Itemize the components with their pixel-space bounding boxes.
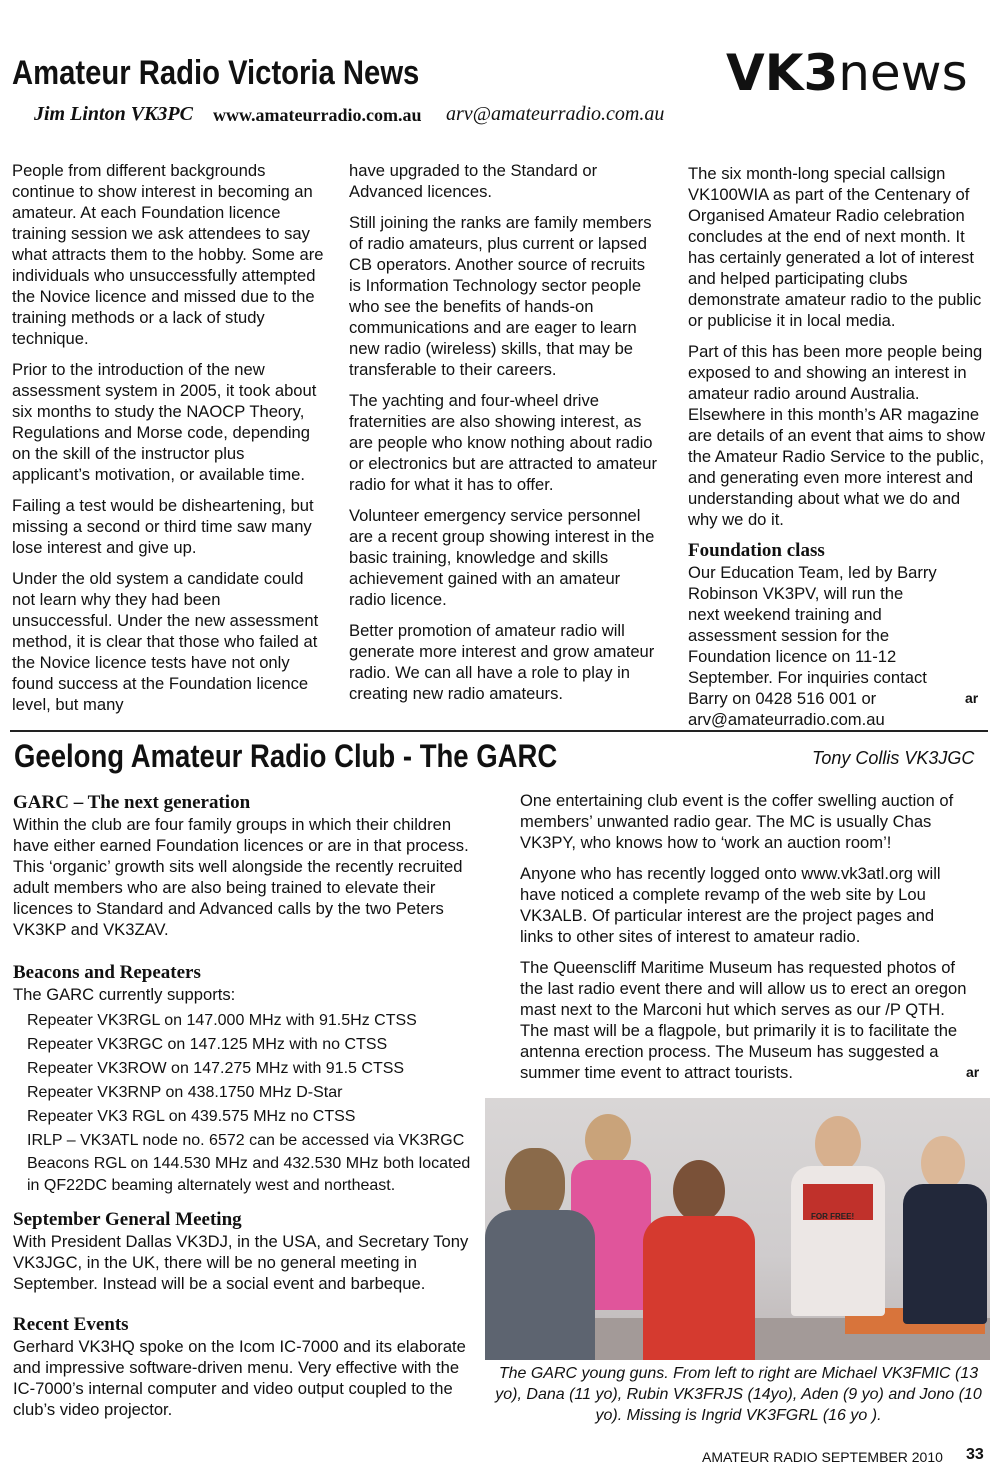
repeater-item: Beacons RGL on 144.530 MHz and 432.530 MHz both located in QF22DC beaming alternately west and northeast. — [27, 1155, 471, 1194]
repeater-item: Repeater VK3RNP on 438.1750 MHz D-Star — [27, 1084, 343, 1101]
article2-left-column — [13, 792, 485, 1430]
repeater-item: IRLP – VK3ATL node no. 6572 can be accessed via VK3RGC — [27, 1132, 465, 1149]
end-mark: ar — [965, 690, 979, 706]
photo-caption: The GARC young guns. From left to right are Michael VK3FMIC (13 yo), Dana (11 yo), Rubin VK3FRJS (14yo), Aden (9 yo) and Jono (10 yo). Missing is Ingrid VK3FGRL (16 yo ). — [495, 1365, 982, 1424]
paragraph: Volunteer emergency service personnel are a recent group showing interest in the basic training, knowledge and skills achievement gained with an amateur radio licence. — [349, 506, 655, 609]
repeater-item: Repeater VK3RGC on 147.125 MHz with no CTSS — [27, 1036, 388, 1053]
article2-author: Tony Collis VK3JGC — [812, 748, 975, 768]
paragraph: Within the club are four family groups in which their children have either earned Foundation licences or are in that process. This ‘organic’ growth sits well alongside the recently recruited adult members who are also being trained to elevate their licences to Standard and Advanced calls by the two Peters VK3KP and VK3ZAV. — [13, 815, 469, 939]
author-byline: Jim Linton VK3PC — [34, 103, 193, 125]
person-michael — [485, 1210, 595, 1360]
vk3news-logo — [726, 44, 968, 102]
paragraph: Prior to the introduction of the new assessment system in 2005, it took about six months to study the NAOCP Theory, Regulations and Morse code, depending on the skill of the instructor plus applicant’s motivation, or available time. — [12, 360, 317, 484]
article1-column-2 — [349, 160, 661, 714]
paragraph: Under the old system a candidate could not learn why they had been unsuccessful. Under the new assessment method, it is clear that those who failed at the Novice licence tests have not only found success at the Foundation licence level, but many — [12, 569, 319, 714]
repeater-item: Repeater VK3ROW on 147.275 MHz with 91.5 CTSS — [27, 1060, 405, 1077]
article1-column-3 — [688, 163, 990, 740]
person-head — [673, 1160, 725, 1222]
paragraph: Failing a test would be disheartening, but missing a second or third time saw many lose interest and give up. — [12, 496, 314, 557]
section-heading-next-generation: GARC – The next generation — [13, 792, 251, 813]
person-head — [921, 1136, 965, 1190]
shirt-text: FOR FREE! — [811, 1212, 855, 1221]
paragraph: One entertaining club event is the coffer swelling auction of members’ unwanted radio gear. The MC is usually Chas VK3PY, who knows how to ‘work an auction room’! — [520, 791, 954, 852]
section-heading-meeting: September General Meeting — [13, 1209, 242, 1230]
page-title: Amateur Radio Victoria News — [12, 54, 420, 92]
paragraph: The yachting and four-wheel drive fraternities are also showing interest, as are people who know nothing about radio or electronics but are attracted to amateur radio for what it has to offer. — [349, 391, 658, 494]
section-heading-beacons: Beacons and Repeaters — [13, 962, 201, 983]
article1-column-1 — [12, 160, 324, 725]
article2-title: Geelong Amateur Radio Club - The GARC — [14, 738, 558, 774]
email-link[interactable]: arv@amateurradio.com.au — [446, 103, 665, 125]
paragraph: Part of this has been more people being exposed to and showing an interest in amateur radio around Australia. Elsewhere in this month’s AR magazine are details of an event that aims to show the Amateur Radio Service to the public, and generating even more interest and understanding about what we do and why we do it. — [688, 342, 986, 529]
section-heading-recent-events: Recent Events — [13, 1314, 129, 1335]
paragraph: Gerhard VK3HQ spoke on the Icom IC-7000 and its elaborate and impressive software-driven menu. Very effective with the IC-7000’s internal computer and video output coupled to the club’s video projector. — [13, 1337, 466, 1419]
paragraph: With President Dallas VK3DJ, in the USA, and Secretary Tony VK3JGC, in the UK, there will be no general meeting in September. Instead will be a social event and barbeque. — [13, 1232, 469, 1293]
footer-publication: AMATEUR RADIO SEPTEMBER 2010 — [702, 1449, 943, 1465]
person-rubin — [643, 1216, 755, 1360]
club-members-photo — [485, 1098, 990, 1360]
person-head — [815, 1116, 861, 1172]
section-divider — [10, 730, 988, 732]
page-number: 33 — [966, 1446, 984, 1463]
repeater-item: Repeater VK3 RGL on 439.575 MHz no CTSS — [27, 1108, 356, 1125]
paragraph: The six month-long special callsign VK100WIA as part of the Centenary of Organised Amateur Radio celebration concludes at the end of next month. It has certainly generated a lot of interest and helped participating clubs demonstrate amateur radio to the public or publicise it in local media. — [688, 164, 982, 330]
paragraph: Still joining the ranks are family members of radio amateurs, plus current or lapsed CB operators. Another source of recruits is Information Technology sector people who see the benefits of hands-on communications and are eager to learn new radio (wireless) skills, that may be transferable to their careers. — [349, 213, 652, 379]
paragraph: The Queenscliff Maritime Museum has requested photos of the last radio event there and will allow us to erect an oregon mast next to the Marconi hut which serves as our /P QTH. The mast will be a flagpole, but primarily it is to facilitate the antenna erection process. The Museum has suggested a summer time event to attract tourists. — [520, 958, 967, 1082]
brand-bold: VK3 — [726, 44, 839, 102]
paragraph: The GARC currently supports: — [13, 985, 236, 1004]
person-head — [585, 1114, 631, 1166]
section-heading-foundation: Foundation class — [688, 540, 825, 561]
brand-light: news — [838, 44, 968, 102]
end-mark: ar — [966, 1064, 980, 1080]
paragraph: Better promotion of amateur radio will generate more interest and grow amateur radio. We can all have a role to play in creating new radio amateurs. — [349, 621, 655, 703]
paragraph: Our Education Team, led by Barry Robinson VK3PV, will run the next weekend training and assessment session for the Foundation licence on 11-12 September. For inquiries contact Barry on 0428 516 001 or arv@amateurradio.com.au — [688, 563, 937, 729]
person-jono — [903, 1184, 987, 1324]
article2-right-column — [520, 790, 970, 1093]
paragraph: People from different backgrounds continue to show interest in becoming an amateur. At each Foundation licence training session we ask attendees to say what attracts them to the hobby. Some are individuals who unsuccessfully attempted the Novice licence and missed due to the training methods or a lack of study technique. — [12, 161, 324, 348]
website-link[interactable]: www.amateurradio.com.au — [213, 105, 422, 125]
repeater-item: Repeater VK3RGL on 147.000 MHz with 91.5Hz CTSS — [27, 1012, 417, 1029]
paragraph: have upgraded to the Standard or Advanced licences. — [349, 161, 598, 201]
paragraph: Anyone who has recently logged onto www.vk3atl.org will have noticed a complete revamp of the web site by Lou VK3ALB. Of particular interest are the project pages and links to other sites of interest to amateur radio. — [520, 864, 941, 946]
